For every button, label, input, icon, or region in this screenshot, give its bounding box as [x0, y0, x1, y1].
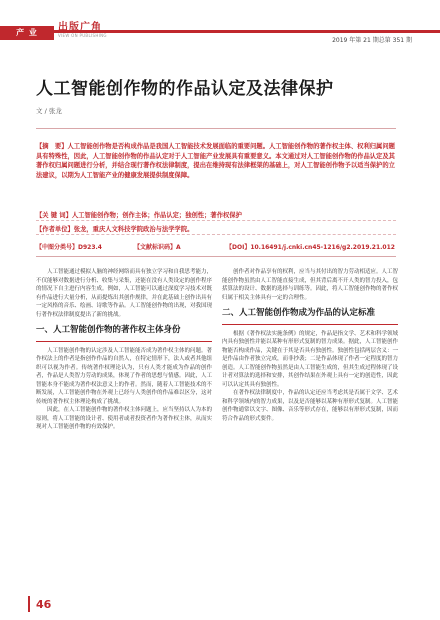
page-header	[0, 0, 440, 46]
keywords: 【关 键 词】人工智能创作物；创作主体；作品认定；独创性；著作权保护	[36, 212, 242, 219]
article-author: 文 / 张龙	[36, 107, 62, 115]
journal-subtitle: VIEW ON PUBLISHING	[58, 33, 107, 38]
section-heading-rule	[222, 324, 398, 325]
abstract-label: 【摘 要】	[36, 143, 68, 150]
body-paragraph: 根据《著作权法实施条例》的规定，作品是指文学、艺术和科学领域内具有独创性并能以某种有形形式复制的智力成果。据此，人工智能创作物能否构成作品，关键在于其是否具有独创性。独创性包括两层含义：一是作品由作者独立完成，而非抄袭；二是作品体现了作者一定程度的智力创造。人工智能创作物虽然是由人工智能生成的，但其生成过程体现了设计者对算法的选择和安排，其创作结果在外观上具有一定的创造性，因此可以认定其具有独创性。	[222, 330, 398, 388]
classification-row	[36, 242, 406, 251]
abstract-block	[36, 142, 396, 180]
section-heading-1: 一、人工智能创作物的著作权主体身份	[36, 325, 181, 335]
body-paragraph: 创作者对作品享有的权利，应当与其付出的智力劳动相适应。人工智能创作物虽然由人工智能直接生成，但其背后离不开人类的智力投入，包括算法的设计、数据的选择与训练等。因此，将人工智能创作物的著作权归属于相关主体具有一定的合理性。	[222, 269, 398, 301]
body-paragraph: 因此，在人工智能创作物的著作权主体问题上，应当坚持以人为本的原则，将人工智能的设计者、使用者或者投资者作为著作权主体，从而实现对人工智能创作物的有效保护。	[36, 407, 212, 430]
section-heading-rule	[36, 341, 212, 342]
journal-brand	[58, 23, 107, 39]
meta-divider	[36, 256, 396, 257]
body-column-left	[36, 268, 212, 432]
document-code: 【文献标识码】A	[134, 244, 181, 251]
clc-number: 【中图分类号】D923.4	[36, 244, 102, 251]
author-affiliation: 【作者单位】张龙，重庆人文科技学院政治与法学学院。	[36, 226, 194, 233]
body-column-right	[222, 268, 398, 423]
title-divider	[36, 128, 396, 129]
issue-info: 2019 年第 21 期总第 351 期	[332, 37, 412, 44]
journal-name: 出版广角	[58, 22, 102, 33]
body-paragraph: 在著作权法律制度中，作品的认定还应当考虑其是否属于文学、艺术和科学领域内的智力成果，以及是否能够以某种有形形式复制。人工智能创作物通常以文字、图像、音乐等形式存在，能够以有形形式复制，因而符合作品的形式要件。	[222, 390, 398, 422]
doi: 【DOI】10.16491/j.cnki.cn45-1216/g2.2019.21.012	[226, 244, 395, 251]
body-paragraph: 人工智能通过模拟人脑的神经网络而具有独立学习和自我思考能力，不仅能够对数据进行分析、收集与采集，还能在没有人类设定的创作程序的情况下自主进行内容生成。例如，人工智能可以通过深度学习技术对既有作品进行大量分析，从而提炼出其创作规律，并在此基础上创作出具有一定风格的音乐、绘画、诗歌等作品。人工智能创作物的出现，对我国现行著作权法律制度提出了新的挑战。	[36, 269, 212, 318]
section-tab: 产 业	[0, 26, 54, 40]
article-title: 人工智能创作物的作品认定及法律保护	[36, 79, 334, 99]
page-number: 46	[36, 598, 52, 611]
affiliation-divider	[36, 234, 396, 235]
abstract-text: 人工智能创作物是否构成作品是我国人工智能技术发展面临的重要问题。人工智能创作物的著作权主体、权利归属问题具有特殊性，因此，人工智能创作物的作品认定对于人工智能产业发展具有重要意义。本文通过对人工智能创作物的作品认定及其著作权归属问题进行分析，并结合现行著作权法律制度，提出在维持现有法律框架的基础上，对人工智能创作物予以适当保护的立法建议，以期为人工智能产业的健康发展提供制度保障。	[36, 143, 395, 179]
section-heading-2: 二、人工智能创作物成为作品的认定标准	[222, 308, 376, 318]
keywords-divider	[36, 220, 396, 221]
body-paragraph: 人工智能创作物的认定涉及人工智能能否成为著作权主体的问题。著作权法上的作者是指创作作品的自然人，在特定情形下，法人或者其他组织可以视为作者。传统著作权理论认为，只有人类才能成为作品的创作者，作品是人类智力劳动的成果，体现了作者的思想与情感。因此，人工智能本身不能成为著作权法意义上的作者。然而，随着人工智能技术的不断发展，人工智能创作物在外观上已经与人类创作的作品难以区分，这对传统的著作权主体理论构成了挑战。	[36, 347, 212, 405]
page-number-bar	[28, 596, 30, 612]
